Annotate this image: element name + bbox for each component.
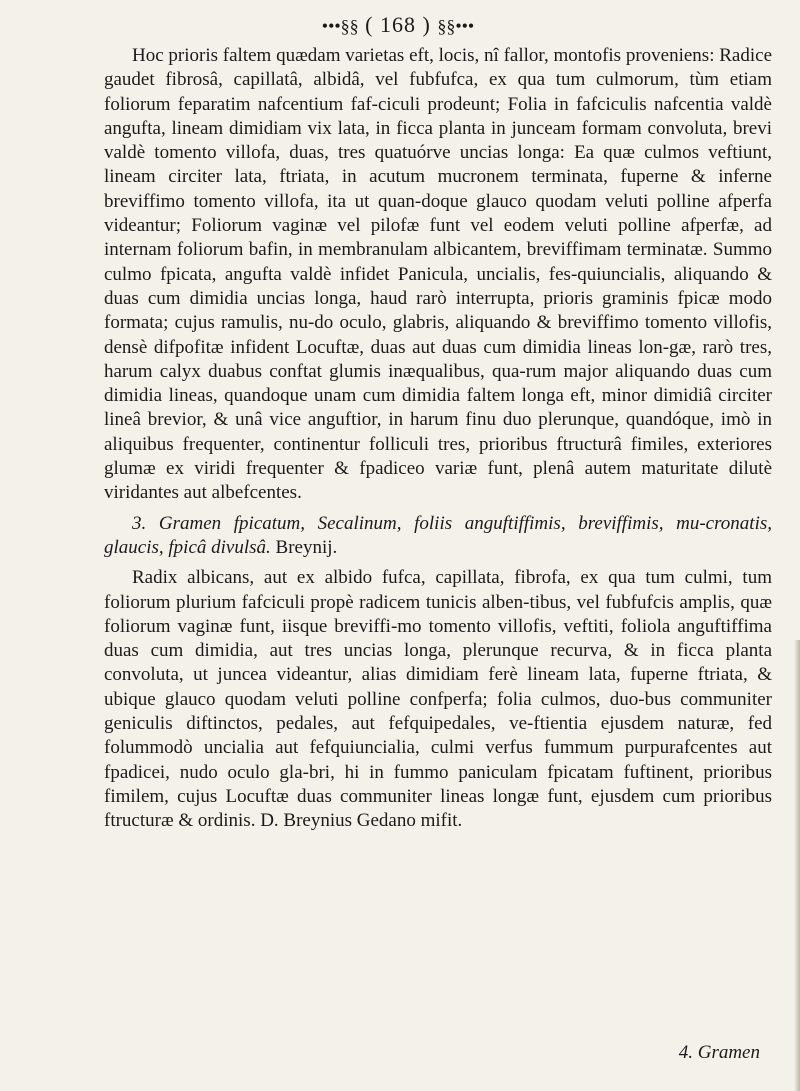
page-header	[248, 10, 548, 41]
species-author: Breynij.	[275, 536, 338, 558]
page-edge-shadow	[794, 640, 800, 1091]
body-text	[104, 44, 772, 834]
catchword: 4. Gramen	[678, 1042, 760, 1063]
page-number: ( 168 )	[365, 12, 431, 37]
species-name: 3. Gramen fpicatum, Secalinum, foliis anguftiffimis, breviffimis, mu-cronatis, glaucis, fpicâ divulsâ.	[104, 512, 772, 558]
header-ornament-right: §§•••	[437, 16, 475, 36]
species-heading	[104, 512, 772, 561]
paragraph-species-3: Radix albicans, aut ex albido fufca, capillata, fibrofa, ex qua tum culmi, tum foliorum plurium fafciculi propè radicem tunicis alben-tibus, vel fubfufcis amplis, quæ foliorum vaginæ funt, iisque breviffi-mo tomento villofis, veftiti, foliola anguftiffima duas cum dimidia, aut tres uncias longa, plerunque recurva, & in ficca planta convoluta, ut juncea videantur, alias dimidiam ferè lineam lata, fuperne ftriata, & ubique glauco quodam veluti polline confperfa; folia culmos, duo-bus communiter geniculis diftinctos, pedales, aut fefquipedales, ve-ftientia ejusdem naturæ, fed folummodò uncialia aut fefquiuncialia, culmi verfus fummum purpurafcentes aut fpadicei, nudo oculo gla-bri, hi in fummo paniculam fpicatam fuftinent, prioribus fimilem, cujus Locuftæ duas communiter lineas longæ funt, ejusdem cum prioribus ftructuræ & ordinis. D. Breynius Gedano mifit.	[104, 567, 772, 832]
header-ornament-left: •••§§	[321, 16, 359, 36]
paragraph-description: Hoc prioris faltem quædam varietas eft, locis, nî fallor, montofis proveniens: Radice gaudet fibrosâ, capillatâ, albidâ, vel fubfufca, ex qua tum culmorum, tùm etiam foliorum feparatim nafcentium faf-ciculi prodeunt; Folia in fafciculis nafcentia valdè angufta, lineam dimidiam vix lata, in ficca planta in junceam formam convoluta, brevi valdè tomento villofa, duas, tres quatuórve uncias longa: Ea quæ culmos veftiunt, lineam circiter lata, ftriata, in acutum mucronem terminata, fuperne & inferne breviffimo tomento villofa, ita ut quan-doque glauco quodam veluti polline afperfa videantur; Foliorum vaginæ vel pilofæ funt vel eodem veluti polline afperfæ, ad internam foliorum bafin, in membranulam albicantem, breviffimam terminatæ. Summo culmo fpicata, angufta valdè infidet Panicula, uncialis, fes-quiuncialis, aliquando & duas cum dimidia uncias longa, haud rarò interrupta, prioris graminis fpicæ modo formata; cujus ramulis, nu-do oculo, glabris, aliquando & breviffimo tomento villofis, densè difpofitæ infident Locuftæ, duas aut duas cum dimidia lineas lon-gæ, rarò tres, harum calyx duabus conftat glumis inæqualibus, qua-rum major aliquando duas cum dimidia lineas, quandoque unam cum dimidia faltem longa eft, minor dimidiâ circiter lineâ brevior, & unâ vice anguftior, in harum finu duo plerunque, quandóque, imò in aliquibus frequenter, continentur folliculi tres, prioribus ftructurâ fimiles, exteriores glumæ ex viridi frequenter & fpadiceo variæ funt, plenâ autem maturitate dilutè viridantes aut albefcentes.	[104, 45, 772, 504]
